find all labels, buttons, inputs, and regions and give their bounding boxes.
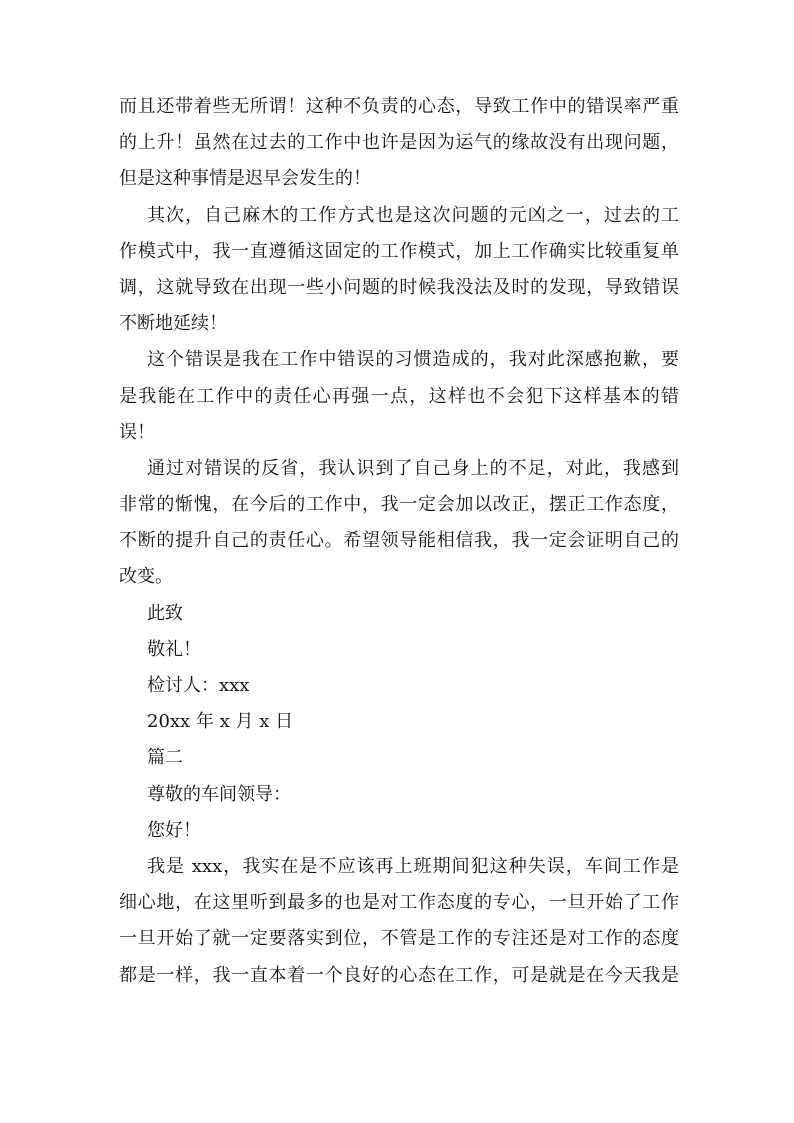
text-line: 的上升！虽然在过去的工作中也许是因为运气的缘故没有出现问题， (119, 132, 679, 154)
text-line: 而且还带着些无所谓！这种不负责的心态，导致工作中的错误率严重 (119, 96, 679, 117)
text-line: 这个错误是我在工作中错误的习惯造成的，我对此深感抱歉，要 (147, 349, 679, 371)
document-page (119, 89, 679, 994)
greeting-line: 您好！ (147, 819, 201, 841)
signature-line: 检讨人：xxx (147, 675, 250, 696)
text-line: 作模式中，我一直遵循这固定的工作模式，加上工作确实比较重复单 (119, 240, 679, 262)
text-line: 一旦开始了就一定要落实到位，不管是工作的专注还是对工作的态度 (119, 928, 679, 950)
text-line: 通过对错误的反省，我认识到了自己身上的不足，对此，我感到 (147, 457, 679, 479)
text-line: 调，这就导致在出现一些小问题的时候我没法及时的发现，导致错误 (119, 276, 679, 298)
text-line: 非常的惭愧，在今后的工作中，我一定会加以改正，摆正工作态度， (119, 494, 679, 516)
text-line: 都是一样，我一直本着一个良好的心态在工作，可是就是在今天我是 (119, 964, 679, 986)
text-line: 改变。 (119, 566, 173, 588)
text-line: 不断的提升自己的责任心。希望领导能相信我，我一定会证明自己的 (119, 530, 679, 552)
text-line: 不断地延续！ (119, 313, 227, 335)
section-heading: 篇二 (147, 747, 183, 769)
text-line: 其次，自己麻木的工作方式也是这次问题的元凶之一，过去的工 (147, 204, 679, 226)
text-line: 细心地，在这里听到最多的也是对工作态度的专心，一旦开始了工作 (119, 892, 679, 914)
text-line: 我是 xxx，我实在是不应该再上班期间犯这种失误，车间工作是 (147, 855, 679, 877)
date-line: 20xx 年 x 月 x 日 (147, 711, 294, 733)
greeting-line: 尊敬的车间领导： (147, 783, 291, 805)
text-line: 但是这种事情是迟早会发生的！ (119, 168, 371, 190)
salutation-line: 敬礼！ (147, 638, 201, 660)
text-line: 是我能在工作中的责任心再强一点，这样也不会犯下这样基本的错 (119, 385, 679, 407)
text-line: 误！ (119, 421, 155, 443)
closing-line: 此致 (147, 602, 183, 624)
